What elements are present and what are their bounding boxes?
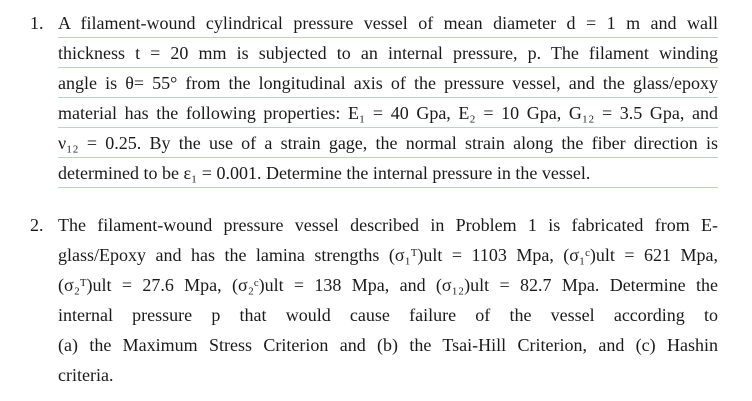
problem-text-line: criteria. [58, 365, 114, 385]
problem-text-line: (a) the Maximum Stress Criterion and (b) the Tsai-Hill Criterion, and (c) Hashin [58, 335, 718, 355]
problem-text-line: thickness t = 20 mm is subjected to an internal pressure, p. The filament winding [58, 38, 718, 68]
problem-text-line: glass/Epoxy and has the lamina strengths (σ₁ᵀ)ult = 1103 Mpa, (σ₁ᶜ)ult = 621 Mpa, [58, 245, 718, 265]
problem-text-line: A filament-wound cylindrical pressure vessel of mean diameter d = 1 m and wall [58, 8, 718, 38]
problem-text-line: determined to be ε₁ = 0.001. Determine the internal pressure in the vessel. [58, 158, 718, 188]
problem-text-line: ν₁₂ = 0.25. By the use of a strain gage, the normal strain along the fiber direction is [58, 128, 718, 158]
problem-text-line: (σ₂ᵀ)ult = 27.6 Mpa, (σ₂ᶜ)ult = 138 Mpa, and (σ₁₂)ult = 82.7 Mpa. Determine the [58, 275, 718, 295]
problem-number: 1. [30, 13, 44, 33]
problem-text-line: material has the following properties: E₁ = 40 Gpa, E₂ = 10 Gpa, G₁₂ = 3.5 Gpa, and [58, 98, 718, 128]
problem-text-line: The filament-wound pressure vessel described in Problem 1 is fabricated from E- [58, 215, 718, 235]
problem-text-line: internal pressure p that would cause failure of the vessel according to [58, 305, 718, 325]
problem-number: 2. [30, 215, 44, 235]
problem-text-line: angle is θ= 55° from the longitudinal axis of the pressure vessel, and the glass/epoxy [58, 68, 718, 98]
